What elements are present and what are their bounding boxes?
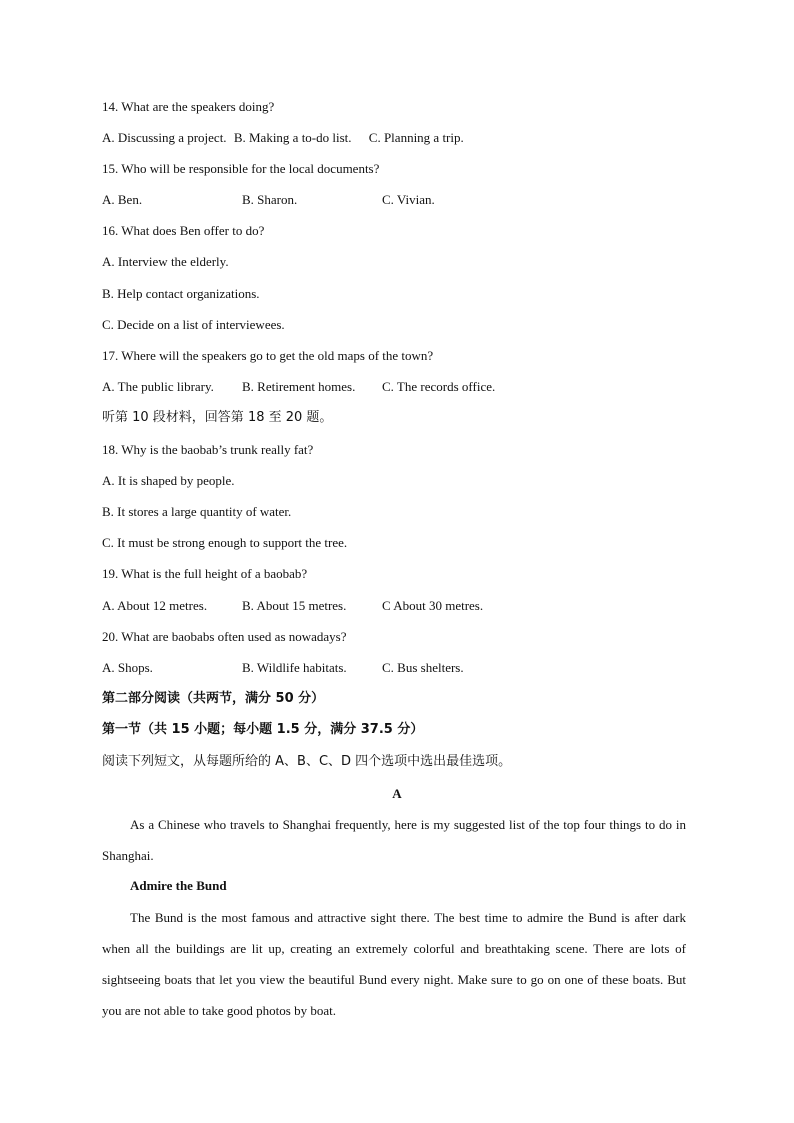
intro-paragraph: As a Chinese who travels to Shanghai frequently, here is my suggested list of the top four things to do in Shanghai. <box>102 817 686 863</box>
question-19-options <box>102 598 483 614</box>
question-18-option-c: C. It must be strong enough to support the tree. <box>102 535 348 550</box>
option-b: B. Making a to-do list. <box>233 130 352 145</box>
option-c: C About 30 metres. <box>382 598 484 613</box>
option-c: C. Vivian. <box>382 192 435 207</box>
listening-instruction-10: 听第 10 段材料，回答第 18 至 20 题。 <box>102 410 333 425</box>
option-b: B. Wildlife habitats. <box>242 660 347 675</box>
subheading-admire-the-bund: Admire the Bund <box>130 878 227 893</box>
question-17-stem: 17. Where will the speakers go to get the old maps of the town? <box>102 348 434 363</box>
option-a: A. Discussing a project. <box>102 130 227 145</box>
option-b: B. About 15 metres. <box>242 598 347 613</box>
question-17-options <box>102 379 495 395</box>
option-a: A. About 12 metres. <box>102 598 208 613</box>
reading-instruction: 阅读下列短文，从每题所给的 A、B、C、D 四个选项中选出最佳选项。 <box>102 754 512 769</box>
option-c: C. Planning a trip. <box>368 130 464 145</box>
question-18-stem: 18. Why is the baobab’s trunk really fat? <box>102 442 314 457</box>
question-16-option-a: A. Interview the elderly. <box>102 254 229 269</box>
option-a: A. Shops. <box>102 660 153 675</box>
option-c: C. The records office. <box>382 379 496 394</box>
question-16-stem: 16. What does Ben offer to do? <box>102 223 265 238</box>
question-14-stem: 14. What are the speakers doing? <box>102 99 275 114</box>
body-paragraph: The Bund is the most famous and attractive sight there. The best time to admire the Bund is after dark when all the buildings are lit up, creating an extremely colorful and breathtaking scene. There are lots of sightseeing boats that let you view the beautiful Bund every night. Make sure to go on one of these boats. But you are not able to take good photos by boat. <box>102 910 686 1018</box>
option-c: C. Bus shelters. <box>382 660 464 675</box>
option-a: A. The public library. <box>102 379 214 394</box>
question-15-options <box>102 192 435 208</box>
passage-label: A <box>392 786 402 801</box>
question-20-options <box>102 660 464 676</box>
part-two-title: 第二部分阅读（共两节，满分 50 分） <box>102 691 325 706</box>
question-16-option-c: C. Decide on a list of interviewees. <box>102 317 285 332</box>
section-one-title: 第一节（共 15 小题；每小题 1.5 分，满分 37.5 分） <box>102 722 424 737</box>
question-15-stem: 15. Who will be responsible for the local documents? <box>102 161 380 176</box>
question-16-option-b: B. Help contact organizations. <box>102 286 260 301</box>
question-19-stem: 19. What is the full height of a baobab? <box>102 566 308 581</box>
option-b: B. Retirement homes. <box>242 379 356 394</box>
option-b: B. Sharon. <box>242 192 298 207</box>
question-14-options <box>102 130 464 146</box>
question-20-stem: 20. What are baobabs often used as nowadays? <box>102 629 347 644</box>
option-a: A. Ben. <box>102 192 143 207</box>
question-18-option-b: B. It stores a large quantity of water. <box>102 504 292 519</box>
question-18-option-a: A. It is shaped by people. <box>102 473 235 488</box>
